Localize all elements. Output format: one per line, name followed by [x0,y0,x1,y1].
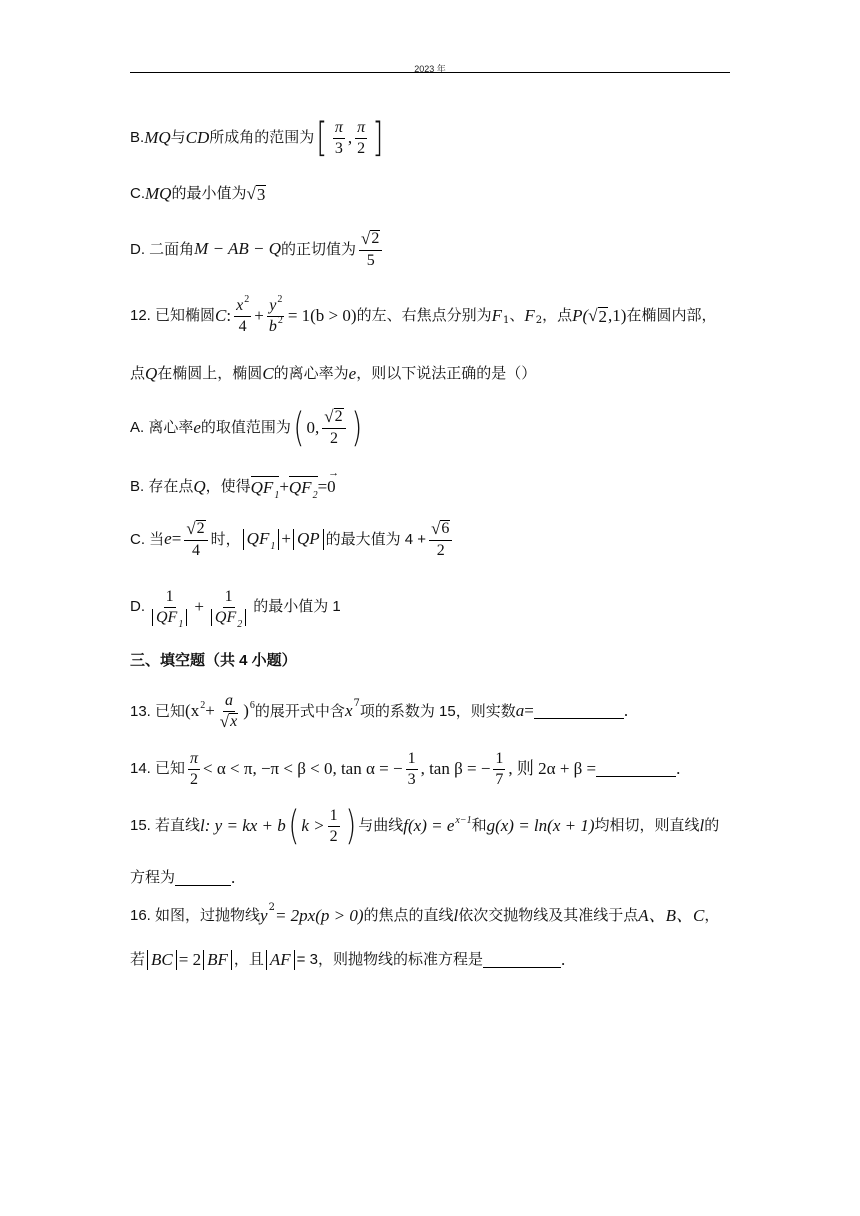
q12-stem-line2: 点 Q 在椭圆上，椭圆 C 的离心率为 e ，则以下说法正确的是（） [130,364,537,383]
fraction: $\frac{\pi}{3}$ [334,118,343,157]
header-rule [130,72,730,73]
answer-blank[interactable] [175,871,231,886]
answer-blank[interactable] [483,953,561,968]
fraction: √ 2 5 [359,230,382,269]
q12-option-c: C. 当 e = √ 2 4 时， $QF_1$ + QP 的最大值为 4 + √ 6 2 [130,520,455,559]
answer-blank[interactable] [534,704,624,719]
q16-line1: 16. 如图，过抛物线 y 2 = 2px(p > 0) 的焦点的直线 l 依次交抛物线及其准线于点 A、B、C ， [130,902,720,925]
section-title: 三、填空题（共 4 小题） [130,652,297,669]
q12-stem-line1: 12. 已知椭圆 C : $\frac{x^2}{4}$ + $\frac{y^2}{b^2}$ = 1(b > 0) 的左、右焦点分别为 F 1 、 F 2 ，点 P( √ 2 ,1) 在椭圆内部， [130,294,717,335]
right-bracket: ] [372,115,384,161]
left-bracket: [ [316,115,328,161]
q12-option-d: D. $\frac{1}{QF_1}$ + $\frac{1}{QF_2}$ 的最小值为 1 [130,588,341,630]
q15-line2: 方程为 . [130,868,236,887]
fraction: $\frac{\pi}{2}$ [357,118,366,157]
q14: 14. 已知 $\frac{\pi}{2}$ < α < π, −π < β < 0, tan α = − $\frac{1}{3}$ , tan β = − $\frac{1}{7}$ , 则 2α + β = . [130,750,681,788]
q16-line2: 若 BC = 2 BF ，且 AF = 3，则抛物线的标准方程是 . [130,950,566,969]
q12-option-b: B. 存在点 Q ，使得 $QF_1$ + $QF_2$ = → 0 [130,467,340,501]
q11-option-d: D. 二面角 M − AB − Q 的正切值为 √ 2 5 [130,230,385,269]
answer-blank[interactable] [596,762,676,777]
page-header: 2023 年 [414,64,446,74]
q11-option-b: B. MQ 与 CD 所成角的范围为 [ $\frac{\pi}{3}$ , $\frac{\pi}{2}$ ] [130,115,384,161]
q12-option-a: A. 离心率 e 的取值范围为 ( 0, √ 2 2 ) [130,405,362,451]
q15-line1: 15. 若直线 l : y = kx + b ( k > $\frac{1}{2}$ ) 与曲线 $f(x) = e^{x-1}$ 和 g(x) = ln(x + 1) 均相切，则直线 l 的 [130,803,720,849]
q13: 13. 已知 ($x^2$ + a √ x )$^6$ 的展开式中含 x 7 项的系数为 15，则实数 a = . [130,692,629,731]
sqrt: √ 3 [246,183,266,204]
q11-option-c: C. MQ 的最小值为 √ 3 [130,183,266,204]
